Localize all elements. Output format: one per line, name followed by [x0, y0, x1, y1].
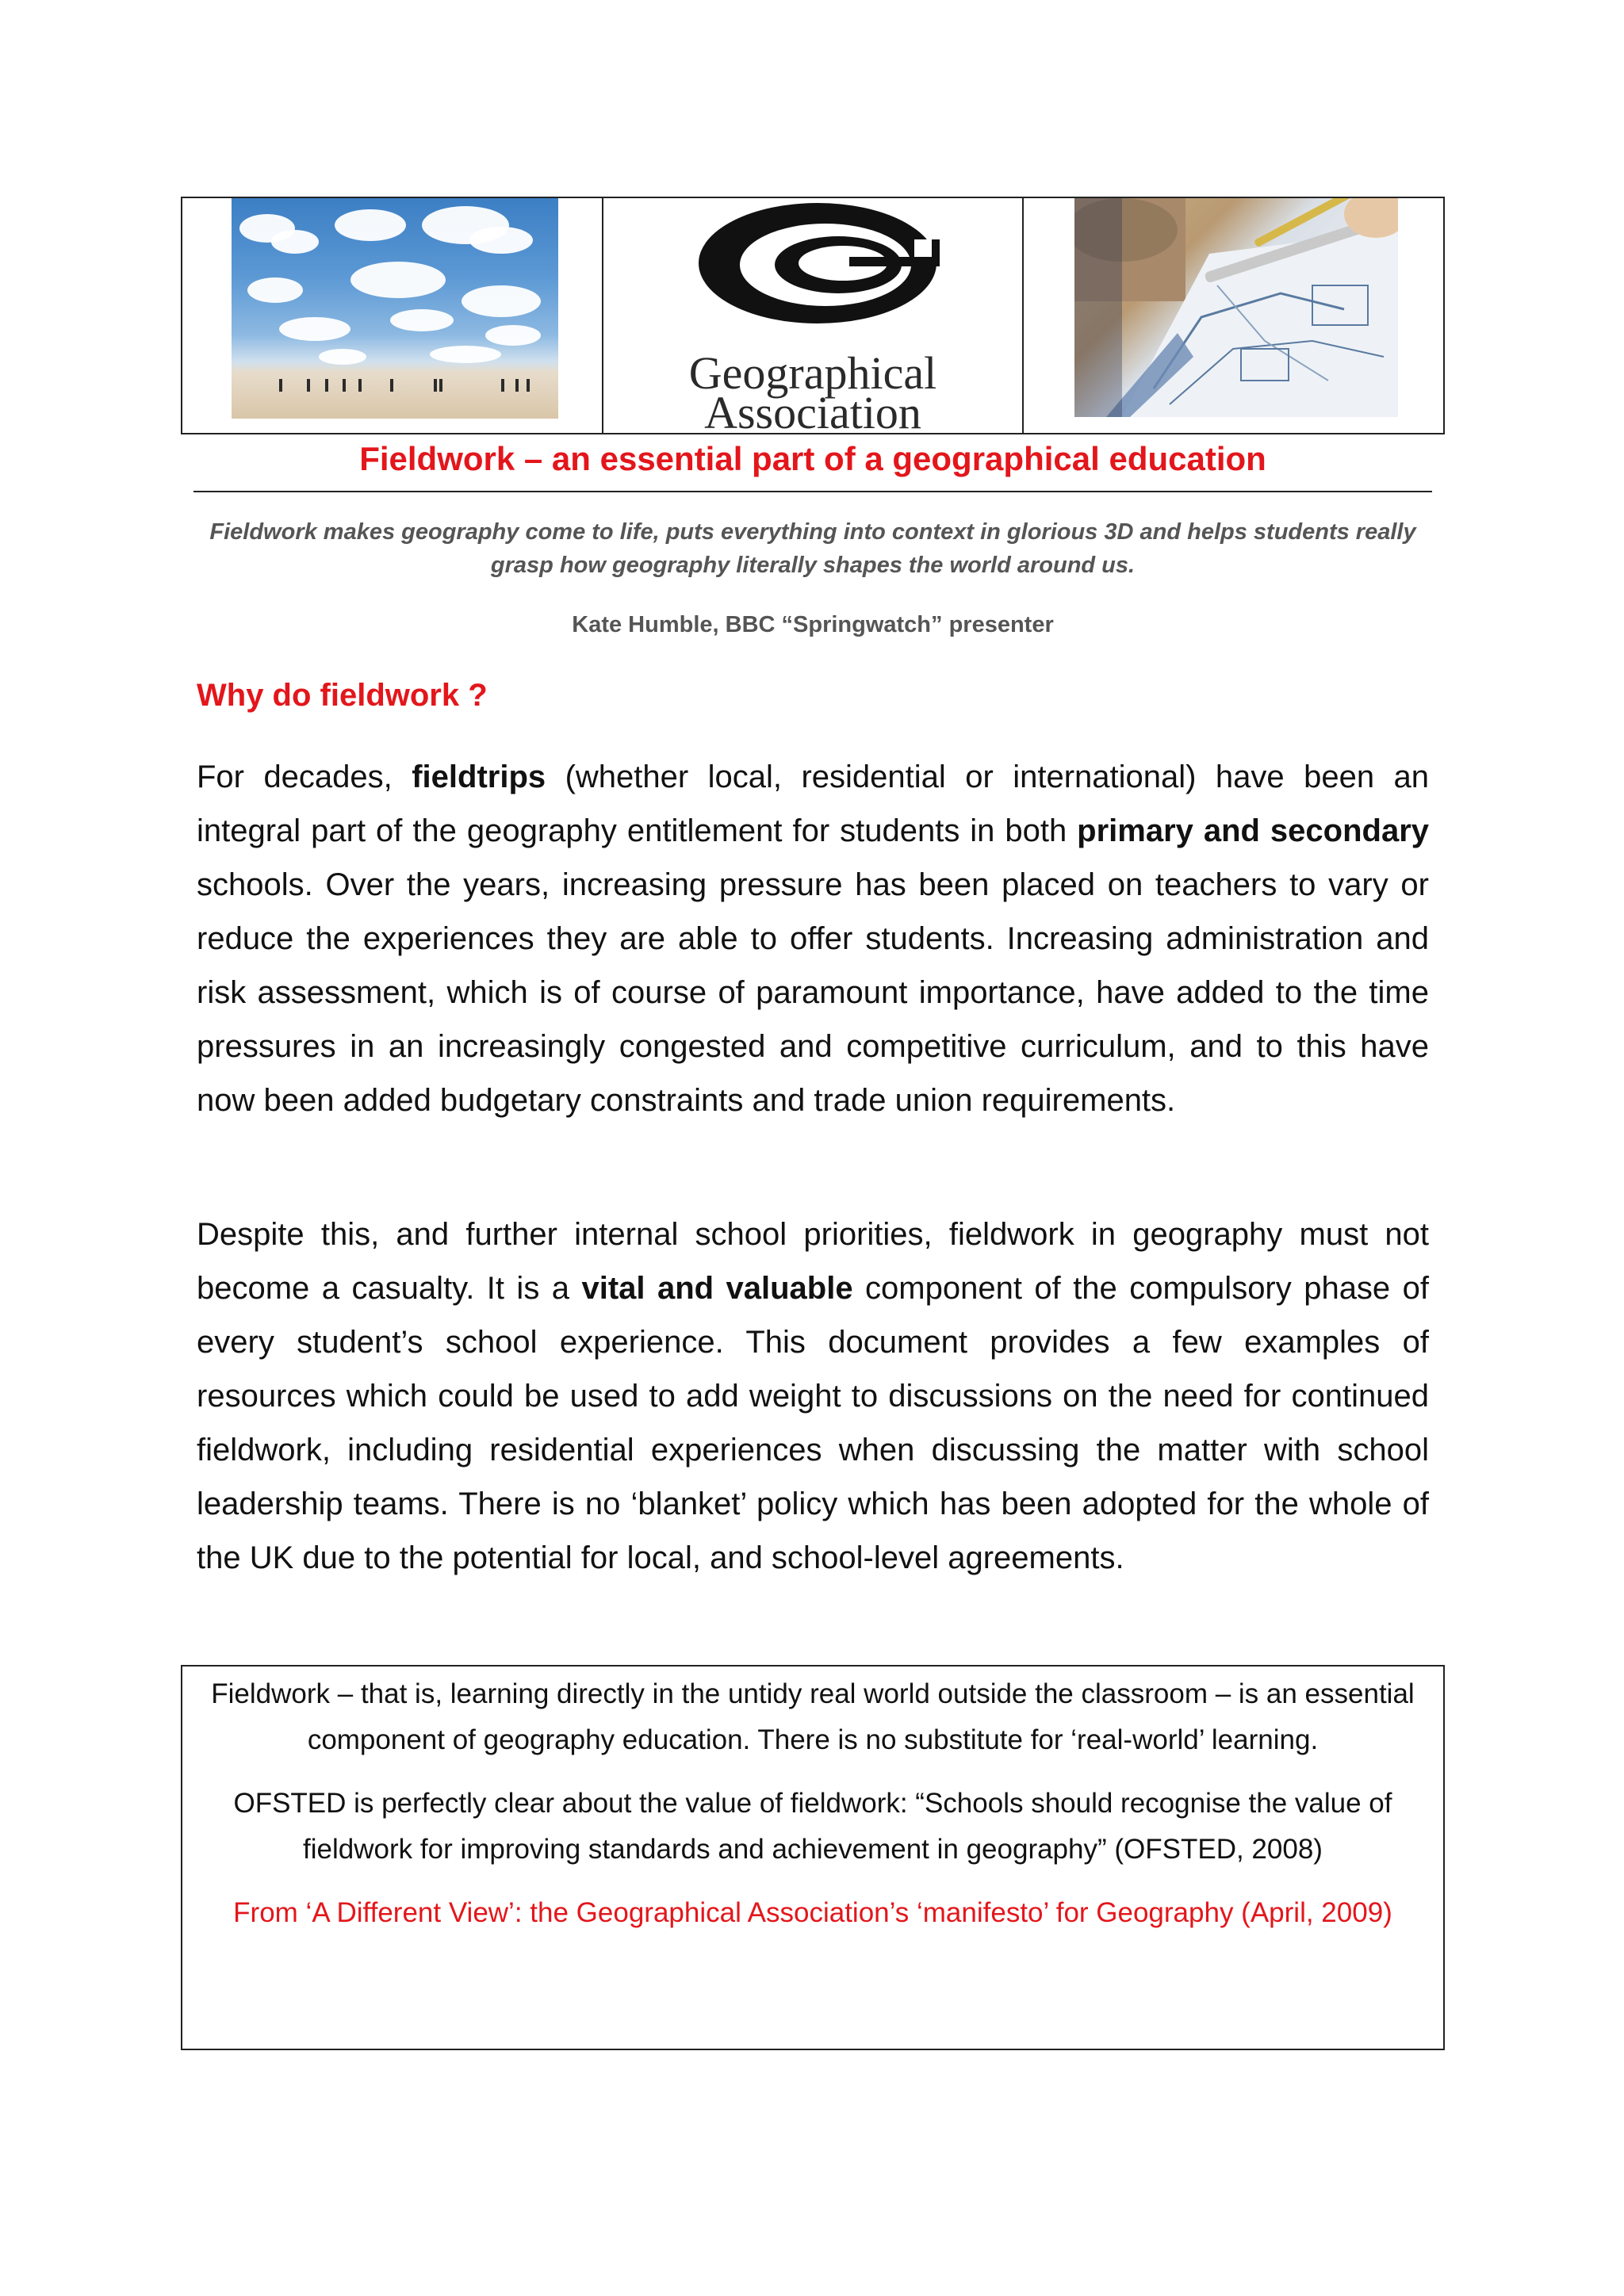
para1-bold-primary-secondary: primary and secondary — [1077, 813, 1430, 848]
beach-photo — [232, 198, 558, 419]
logo-line-1: Geographical — [688, 347, 937, 399]
para2-bold-vital: vital and valuable — [581, 1271, 853, 1306]
header-cell-beach — [182, 198, 603, 433]
header-cell-logo — [603, 198, 1025, 433]
header-cell-map — [1024, 198, 1443, 433]
para1-text-2: (whether local, residential or international) have been an integral part of the geography entitlement for students in both — [197, 760, 1430, 848]
body-paragraph-2 — [197, 1207, 1429, 1585]
para2-text-1: Despite this, and further internal school priorities, fieldwork in geography must not become a casualty. It is a — [197, 1217, 1429, 1306]
manifesto-source: From ‘A Different View’: the Geographical Association’s ‘manifesto’ for Geography (April, 2009) — [233, 1897, 1392, 1928]
section-heading: Why do fieldwork ? — [197, 678, 488, 713]
para1-text-3: schools. Over the years, increasing pressure has been placed on teachers to vary or reduce the experiences they are able to offer students. Increasing administration and risk assessment, which is of course of paramount importance, have added to the time pressures in an increasingly congested and competitive curriculum, and to this have now been added budgetary constraints and trade union requirements. — [197, 867, 1429, 1118]
body-paragraph-1 — [197, 750, 1429, 1127]
manifesto-box — [181, 1665, 1445, 2050]
geographical-association-logo — [603, 198, 1023, 433]
para2-text-2: component of the compulsory phase of every student’s school experience. This document provides a few examples of resources which could be used to add weight to discussions on the need for continued fieldwork, including residential experiences when discussing the matter with school leadership teams. There is no ‘blanket’ policy which has been adopted for the whole of the UK due to the potential for local, and school-level agreements. — [197, 1271, 1429, 1575]
title-divider — [193, 491, 1432, 492]
quote-text: Fieldwork makes geography come to life, puts everything into context in glorious 3D and helps students really grasp how geography literally shapes the world around us. — [209, 519, 1416, 578]
para1-text-1: For decades, — [197, 760, 412, 794]
manifesto-paragraph-2: OFSTED is perfectly clear about the value of fieldwork: “Schools should recognise the value of fieldwork for improving standards and achievement in geography” (OFSTED, 2008) — [233, 1788, 1392, 1865]
para1-bold-fieldtrips: fieldtrips — [412, 760, 546, 794]
ga-g-logo-icon — [603, 198, 1022, 357]
header-banner — [181, 197, 1445, 434]
fieldwork-map-photo — [1074, 198, 1398, 417]
document-title: Fieldwork – an essential part of a geographical education — [359, 440, 1266, 477]
manifesto-paragraph-1: Fieldwork – that is, learning directly in the untidy real world outside the classroom – is an essential component of geography education. There is no substitute for ‘real-world’ learning. — [211, 1678, 1415, 1755]
quote-attribution: Kate Humble, BBC “Springwatch” presenter — [572, 612, 1054, 637]
logo-line-2: Association — [704, 387, 921, 433]
